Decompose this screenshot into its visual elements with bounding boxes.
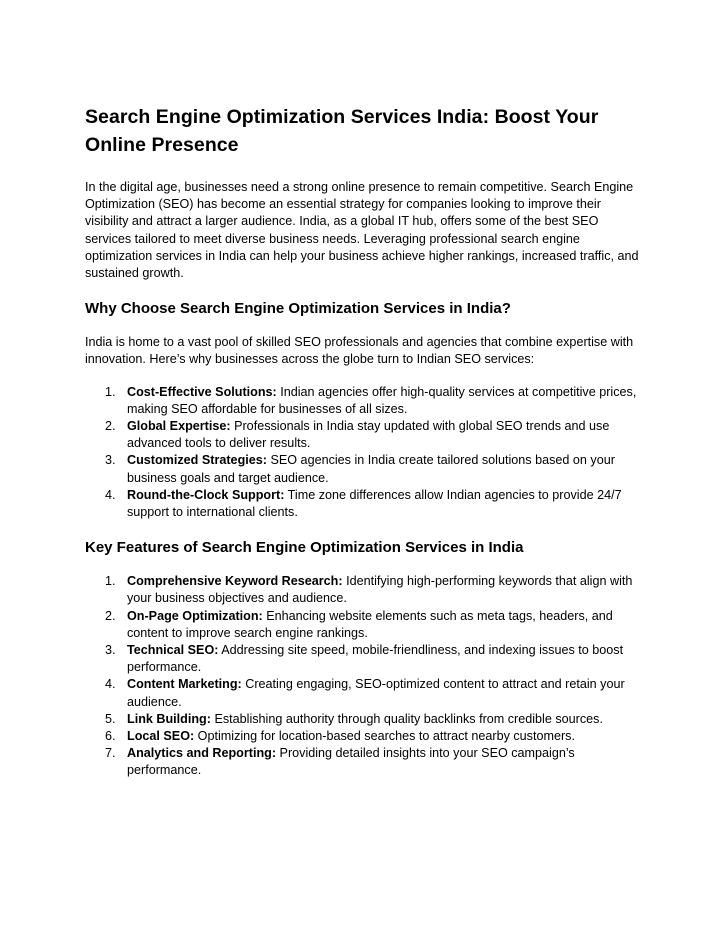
list-number: 3. (105, 453, 116, 468)
list-item (85, 384, 639, 418)
list-item (85, 711, 639, 728)
page-title: Search Engine Optimization Services India: Boost Your Online Presence (85, 106, 599, 156)
list-number: 2. (105, 608, 116, 623)
list-item (85, 642, 639, 676)
list-item-term: Link Building: (127, 711, 211, 726)
list-item-term: Local SEO: (127, 729, 195, 744)
list-item-term: Content Marketing: (127, 677, 242, 692)
list-number: 1. (105, 574, 116, 589)
intro-paragraph: In the digital age, businesses need a strong online presence to remain competitive. Search Engine Optimization (SEO) has become an essential strategy for companies looking to improve their visibility and attract a larger audience. India, as a global IT hub, offers some of the best SEO services tailored to meet diverse business needs. Leveraging professional search engine optimization services in India can help your business achieve higher rankings, increased traffic, and sustained growth. (85, 180, 639, 281)
list-item-text: Optimizing for location-based searches to attract nearby customers. (194, 729, 575, 744)
list-item-text: Enhancing website elements such as meta tags, headers, and content to improve search engine rankings. (127, 608, 613, 640)
list-number: 1. (105, 384, 116, 399)
list-item (85, 608, 639, 642)
list-number: 2. (105, 419, 116, 434)
list-item-text: Creating engaging, SEO-optimized content to attract and retain your audience. (127, 677, 625, 709)
list-number: 6. (105, 729, 116, 744)
list-number: 4. (105, 677, 116, 692)
key-features-list (85, 573, 640, 779)
why-choose-intro: India is home to a vast pool of skilled SEO professionals and agencies that combine expertise with innovation. Here’s why businesses across the globe turn to Indian SEO services: (85, 335, 634, 367)
list-item (85, 745, 639, 779)
list-item (85, 452, 639, 486)
list-item-term: Analytics and Reporting: (127, 746, 277, 761)
list-item (85, 728, 639, 745)
list-item-text: Addressing site speed, mobile-friendliness, and indexing issues to boost performance. (127, 643, 624, 675)
list-item (85, 573, 639, 607)
list-item-term: Comprehensive Keyword Research: (127, 574, 343, 589)
why-choose-heading: Why Choose Search Engine Optimization Services in India? (85, 300, 511, 318)
list-item-text: Identifying high-performing keywords that align with your business objectives and audience. (127, 574, 633, 606)
list-item-term: Technical SEO: (127, 643, 219, 658)
list-item-term: Round-the-Clock Support: (127, 487, 285, 502)
key-features-heading: Key Features of Search Engine Optimization Services in India (85, 539, 524, 557)
list-item-text: Providing detailed insights into your SEO campaign’s performance. (127, 746, 575, 778)
list-number: 4. (105, 487, 116, 502)
list-item (85, 487, 639, 521)
list-item-term: On-Page Optimization: (127, 608, 263, 623)
list-item (85, 676, 639, 710)
list-item-text: Time zone differences allow Indian agencies to provide 24/7 support to international clients. (127, 487, 622, 520)
list-item-term: Global Expertise: (127, 419, 231, 434)
list-item-term: Customized Strategies: (127, 453, 267, 468)
list-item-text: SEO agencies in India create tailored solutions based on your business goals and target audience. (127, 453, 615, 485)
list-number: 7. (105, 746, 116, 761)
list-number: 5. (105, 711, 116, 726)
list-number: 3. (105, 643, 116, 658)
list-item-text: Indian agencies offer high-quality services at competitive prices, making SEO affordable for businesses of all sizes. (127, 384, 637, 416)
list-item-term: Cost-Effective Solutions: (127, 384, 277, 399)
list-item-text: Professionals in India stay updated with global SEO trends and use advanced tools to deliver results. (127, 419, 610, 451)
why-choose-list (85, 384, 640, 522)
list-item (85, 418, 639, 452)
list-item-text: Establishing authority through quality backlinks from credible sources. (210, 711, 603, 726)
